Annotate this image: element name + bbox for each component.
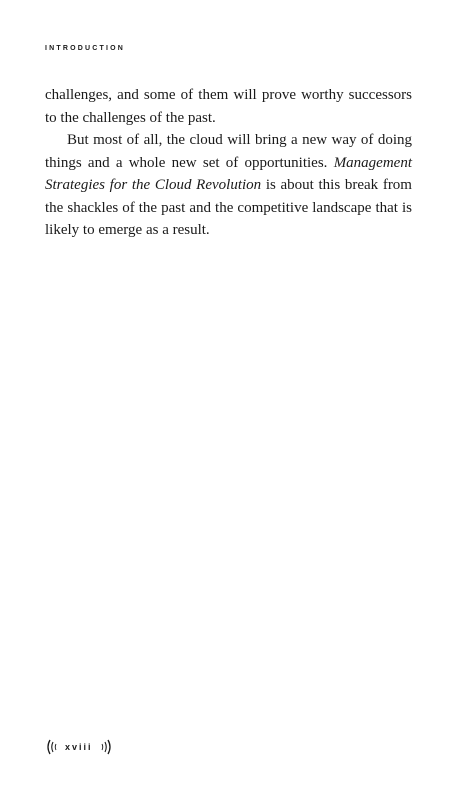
folio [45, 739, 113, 755]
paragraph-2-end: is about this break from the shackles of the past and the competitive landscape that is likely to emerge as a result. [45, 177, 412, 238]
paragraph-1: challenges, and some of them will prove worthy successors to the challenges of the past. [45, 87, 412, 126]
wave-bracket-left-icon [45, 739, 59, 755]
paragraph-2 [45, 129, 412, 242]
wave-bracket-right-icon [99, 739, 113, 755]
body-text [45, 84, 412, 242]
paragraph-2-start: But most of all, the cloud will bring a new way of doing things and a whole new set of opportunities. [45, 132, 412, 171]
page-number: xviii [65, 742, 93, 752]
book-title: Management Strategies for the Cloud Revolution [45, 154, 412, 193]
running-head: INTRODUCTION [45, 45, 126, 52]
